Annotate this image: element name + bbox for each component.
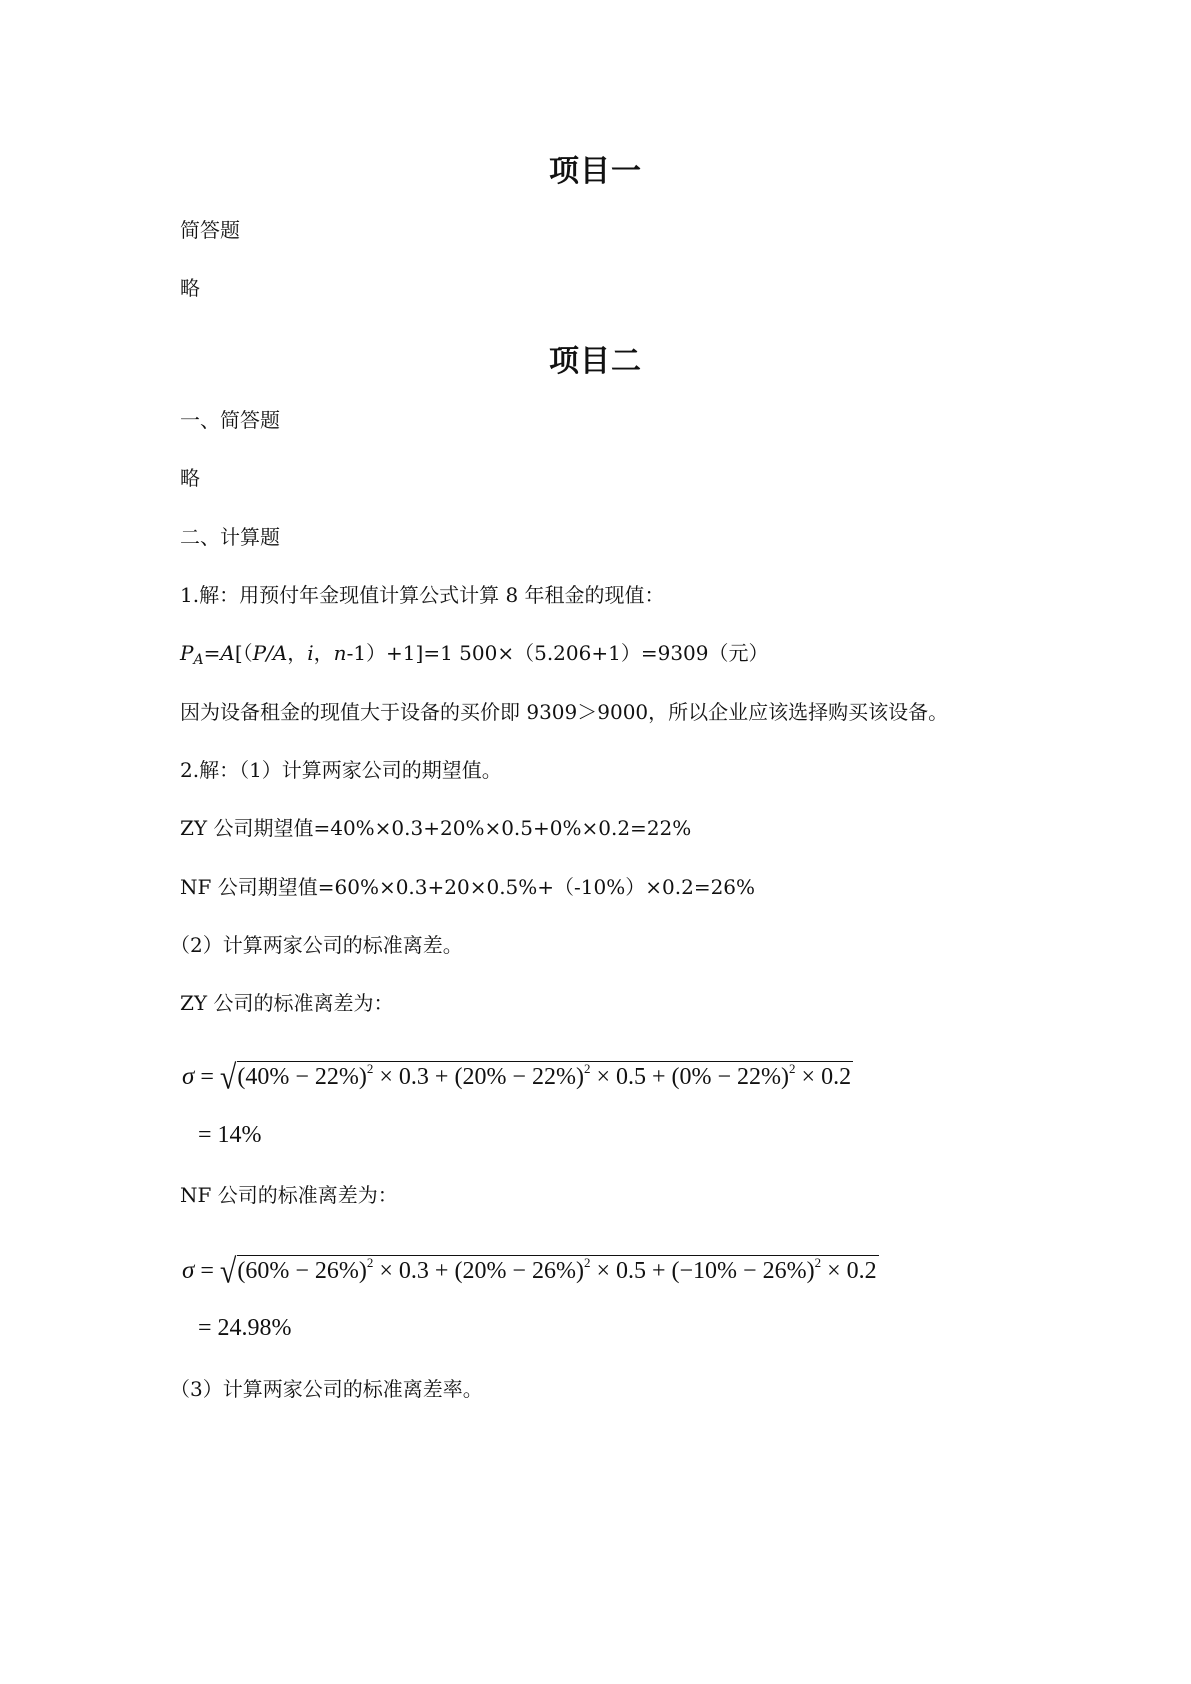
q2-intro: 2.解：（1）计算两家公司的期望值。 <box>180 758 502 782</box>
exponent: 2 <box>789 1061 796 1076</box>
equals-sign: = <box>200 1064 214 1090</box>
term: (60% − 26%) <box>237 1258 367 1284</box>
sigma-symbol: σ <box>182 1063 195 1090</box>
zy-std-label: ZY 公司的标准离差为： <box>180 991 394 1015</box>
term: × 0.2 <box>801 1064 852 1090</box>
formula-pa-symbol: P <box>180 641 194 665</box>
heading-project-2: 项目二 <box>549 344 642 379</box>
part-2-title: 二、计算题 <box>180 525 280 549</box>
formula-text: [（ <box>234 641 253 665</box>
formula-pa-subscript: A <box>193 652 204 668</box>
nf-expected-value: NF 公司期望值=60%×0.3+20×0.5%+（-10%）×0.2=26% <box>180 875 756 899</box>
exponent: 2 <box>366 1255 374 1270</box>
formula-text: = <box>203 641 221 665</box>
term: × 0.3 + (20% − 22%) <box>379 1064 584 1090</box>
zy-expected-value: ZY 公司期望值=40%×0.3+20%×0.5+0%×0.2=22% <box>180 816 692 840</box>
q1-formula <box>180 640 769 673</box>
exponent: 2 <box>814 1255 822 1270</box>
nf-std-formula <box>182 1248 879 1291</box>
formula-n-symbol: n <box>333 641 347 665</box>
term: × 0.5 + (0% − 22%) <box>596 1064 790 1090</box>
zy-std-result: = 14% <box>198 1122 262 1148</box>
radical-sign: √ <box>219 1252 237 1291</box>
formula-a-symbol: A <box>220 641 235 665</box>
part-1-title: 一、简答题 <box>180 408 280 432</box>
formula-text: -1）+1]=1 500×（5.206+1）=9309（元） <box>346 641 769 665</box>
square-root <box>219 1054 853 1097</box>
term: (40% − 22%) <box>237 1064 367 1090</box>
formula-pa-factor: P/A <box>252 641 288 665</box>
radicand <box>237 1061 853 1090</box>
square-root <box>219 1248 879 1291</box>
q1-conclusion: 因为设备租金的现值大于设备的买价即 9309＞9000，所以企业应该选择购买该设备。 <box>180 700 949 724</box>
nf-std-label: NF 公司的标准离差为： <box>180 1183 398 1207</box>
sigma-symbol: σ <box>182 1257 195 1284</box>
part-1-answer: 略 <box>180 466 200 490</box>
exponent: 2 <box>583 1255 591 1270</box>
zy-std-formula <box>182 1054 853 1097</box>
equals-sign: = <box>200 1258 214 1284</box>
step-3-title: （3）计算两家公司的标准离差率。 <box>170 1377 483 1401</box>
exponent: 2 <box>583 1061 591 1076</box>
formula-i-symbol: i <box>307 641 314 665</box>
term: × 0.3 + (20% − 26%) <box>379 1258 584 1284</box>
term: × 0.5 + (−10% − 26%) <box>596 1258 815 1284</box>
radicand <box>237 1255 878 1284</box>
term: × 0.2 <box>827 1258 877 1284</box>
nf-std-result: = 24.98% <box>198 1315 292 1341</box>
formula-text: ， <box>313 641 334 665</box>
formula-text: ， <box>287 641 308 665</box>
project-1-question-type: 简答题 <box>180 218 240 242</box>
project-1-answer: 略 <box>180 276 200 300</box>
step-2-title: （2）计算两家公司的标准离差。 <box>170 933 463 957</box>
radical-sign: √ <box>219 1058 237 1097</box>
heading-project-1: 项目一 <box>549 154 642 189</box>
q1-intro: 1.解：用预付年金现值计算公式计算 8 年租金的现值： <box>180 583 665 607</box>
exponent: 2 <box>366 1061 374 1076</box>
